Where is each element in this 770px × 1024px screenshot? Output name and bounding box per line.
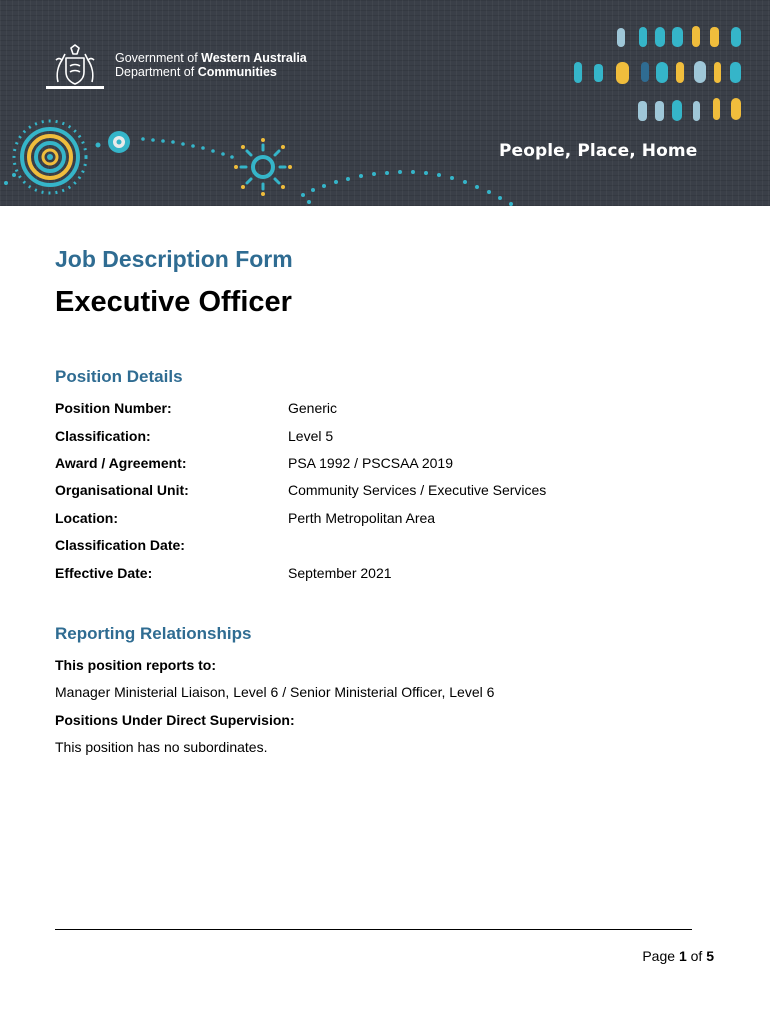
field-value: September 2021 — [288, 565, 392, 581]
field-label: Classification: — [55, 428, 151, 444]
field-value: Community Services / Executive Services — [288, 482, 547, 498]
field-label: Location: — [55, 510, 118, 526]
dotted-path — [4, 137, 513, 206]
field-value: PSA 1992 / PSCSAA 2019 — [288, 455, 454, 471]
reports-to-label: This position reports to: — [55, 657, 216, 673]
small-circle-icon — [108, 131, 130, 153]
field-label: Classification Date: — [55, 537, 185, 553]
field-label: Organisational Unit: — [55, 482, 189, 498]
page-number: Page 1 of 5 — [642, 948, 714, 964]
reports-to-value: Manager Ministerial Liaison, Level 6 / Senior Ministerial Officer, Level 6 — [55, 684, 495, 700]
field-label: Effective Date: — [55, 565, 153, 581]
tagline: People, Place, Home — [499, 141, 698, 161]
position-details-heading: Position Details — [55, 367, 183, 386]
sun-icon — [234, 138, 292, 196]
header-banner — [0, 0, 770, 206]
reporting-relationships-heading: Reporting Relationships — [55, 624, 252, 643]
wa-coat-of-arms-icon — [44, 42, 106, 92]
dash-pattern — [574, 26, 741, 121]
field-label: Award / Agreement: — [55, 455, 187, 471]
field-value: Perth Metropolitan Area — [288, 510, 436, 526]
concentric-circles-icon — [14, 121, 86, 193]
field-label: Position Number: — [55, 400, 172, 416]
supervision-label: Positions Under Direct Supervision: — [55, 712, 295, 728]
org-name: Government of Western Australia — [115, 51, 307, 65]
aboriginal-art-decoration — [0, 0, 770, 206]
footer-divider — [55, 929, 692, 930]
field-value: Generic — [288, 400, 338, 416]
supervision-value: This position has no subordinates. — [55, 739, 268, 755]
job-title: Executive Officer — [55, 286, 292, 318]
department-name: Department of Communities — [115, 65, 277, 79]
form-title: Job Description Form — [55, 246, 293, 272]
field-value: Level 5 — [288, 428, 334, 444]
